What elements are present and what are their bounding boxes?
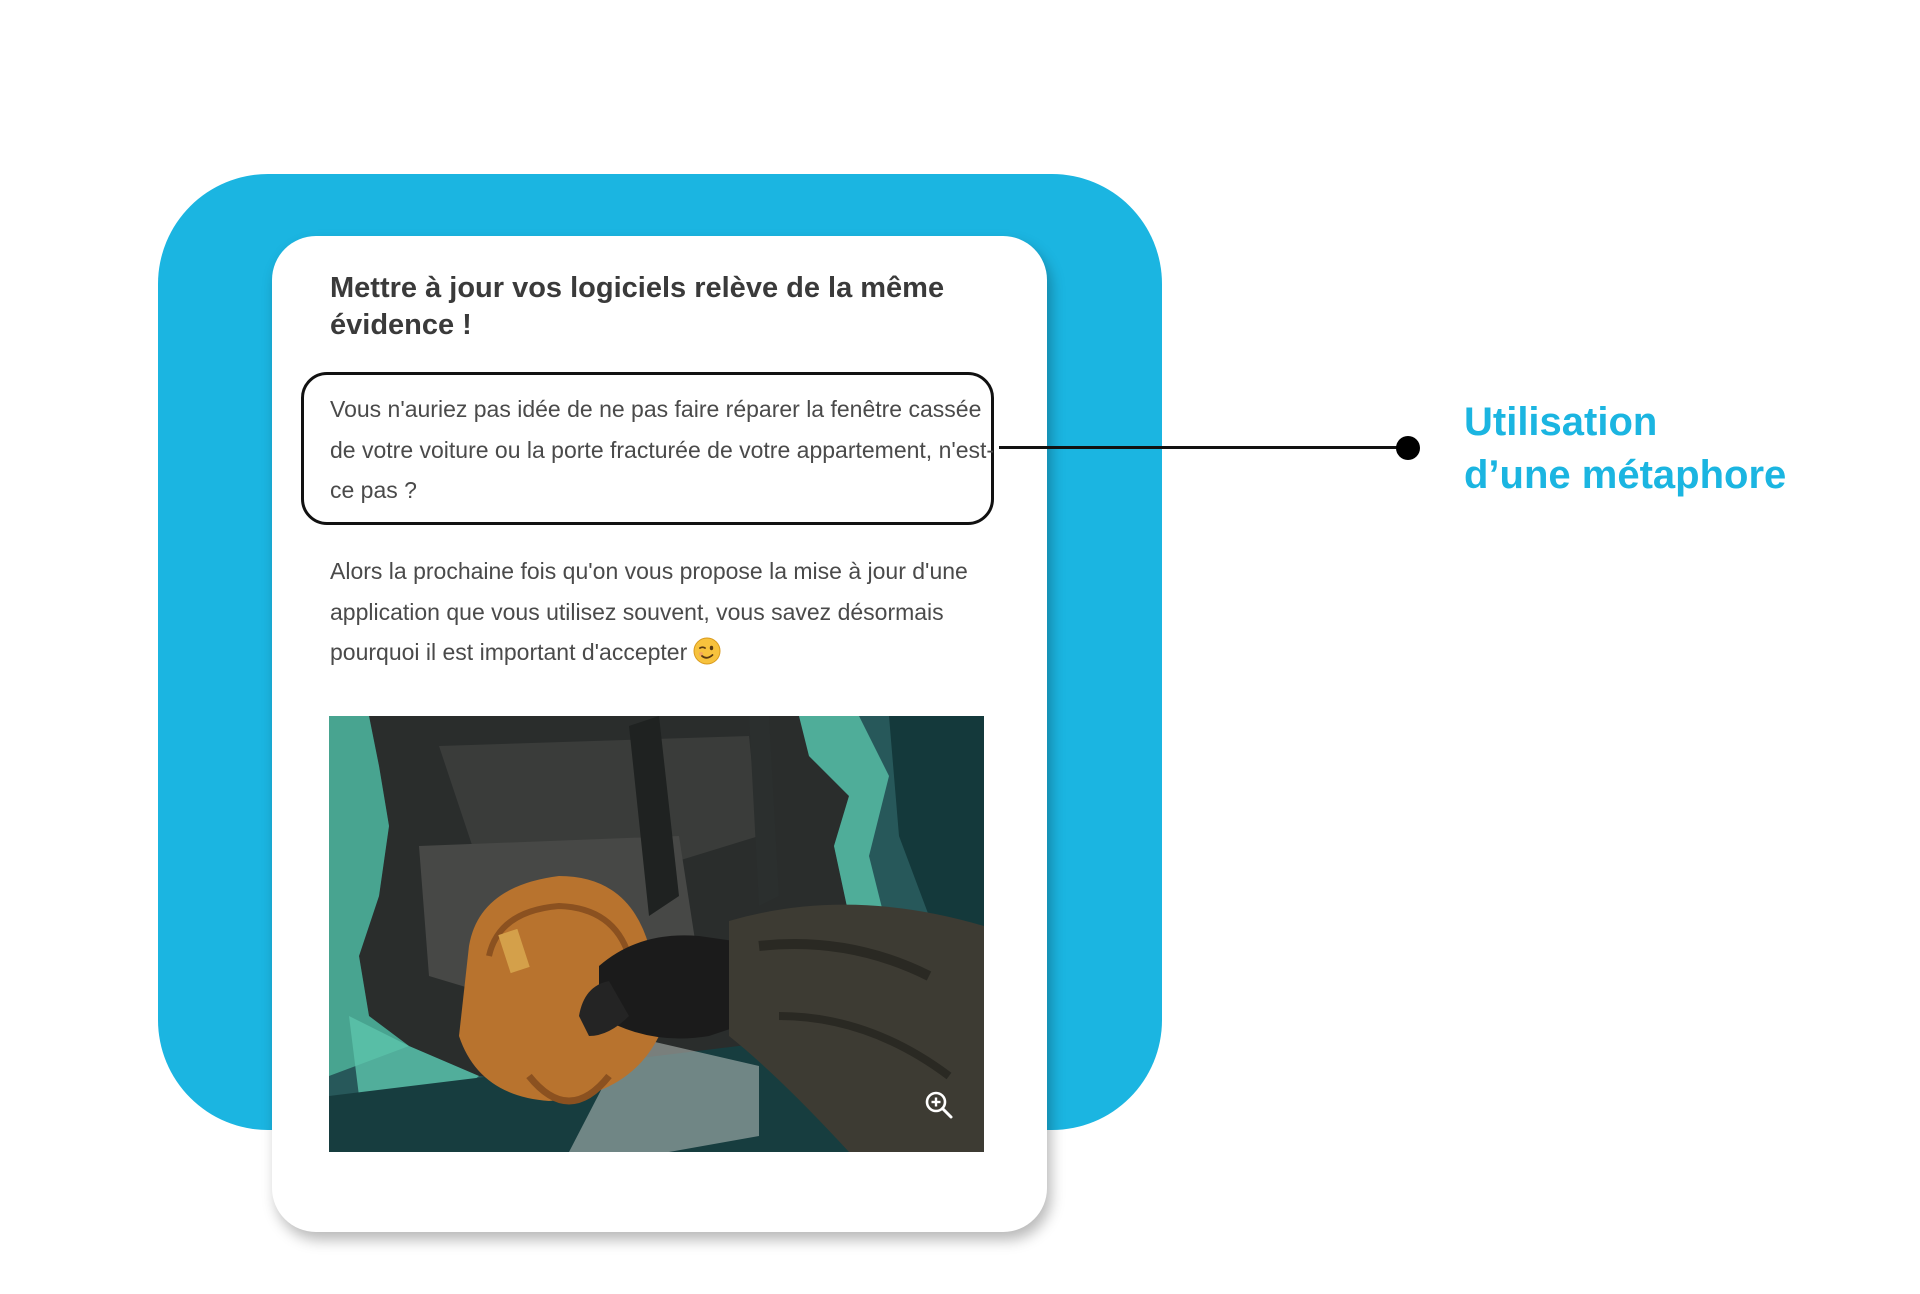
conclusion-paragraph xyxy=(330,551,1010,673)
annotation-connector-dot xyxy=(1396,436,1420,460)
car-break-in-photo[interactable] xyxy=(329,716,984,1152)
article-card xyxy=(272,236,1047,1232)
zoom-in-icon[interactable] xyxy=(924,1090,954,1120)
card-title: Mettre à jour vos logiciels relève de la même évidence ! xyxy=(330,272,945,341)
conclusion-text: Alors la prochaine fois qu'on vous propose la mise à jour d'une application que vous utilisez souvent, vous savez désormais pourquoi il est important d'accepter xyxy=(330,558,968,665)
annotation-label-line-1: Utilisation xyxy=(1464,400,1658,444)
metaphor-paragraph: Vous n'auriez pas idée de ne pas faire réparer la fenêtre cassée de votre voiture ou la porte fracturée de votre appartement, n'est-ce pas ? xyxy=(330,396,995,503)
winking-face-emoji-icon xyxy=(693,637,721,665)
annotation-label xyxy=(1464,396,1884,502)
annotation-connector-line xyxy=(999,446,1409,449)
annotation-label-line-2: d’une métaphore xyxy=(1464,453,1787,497)
